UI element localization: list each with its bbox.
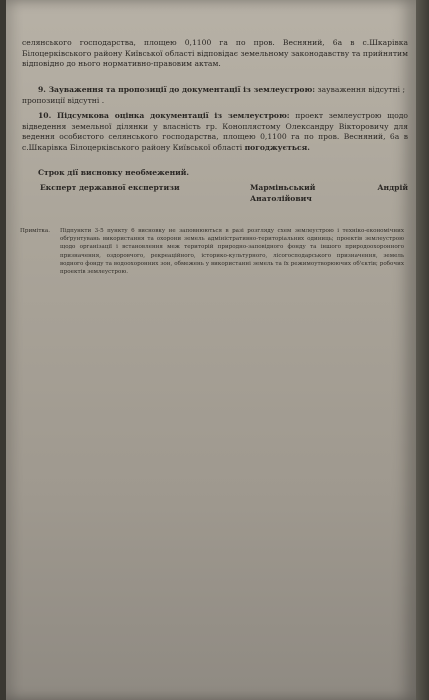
section-10 (22, 111, 408, 153)
section-9-heading: 9. Зауваження та пропозиції до документації із землеустрою: (38, 85, 316, 94)
section-9-proposals: пропозиції відсутні . (22, 95, 105, 105)
section-10-text: проект землеустрою щодо відведення земельної ділянки у власність гр. Коноплястому Олександру Вікторовичу для ведення особистого селянського господарства, площею 0,1100 га по пров. Весняний, 6а в с.Шкарівка Білоцерківського району Київської області (22, 111, 409, 152)
section-10-heading: 10. Підсумкова оцінка документації із землеустрою: (38, 111, 290, 120)
section-10-verdict: погоджується. (244, 142, 310, 152)
expert-name: Марміньський Андрій Анатолійович (250, 183, 408, 203)
validity-term: Строк дії висновку необмежений. (38, 168, 190, 177)
expert-role: Експерт державної експертизи (40, 183, 180, 192)
footnote-text: Підпункти 3-5 пункту 6 висновку не заповнюються в разі розгляду схем землеустрою і техніко-економічних обґрунтувань використання та охорони земель адміністративно-територіальних одиниць; проектів землеустрою щодо організації і встановлення меж територій природно-заповідного фонду та іншого природоохоронного призначення, оздоровчого, рекреаційного, історико-культурного, лісогосподарського призначення, земель водного фонду та водоохоронних зон, обмежень у використанні земель та їх режимоутворюючих об'єктів; робочих проектів землеустрою. (60, 228, 404, 276)
section-8-text: селянського господарства, площею 0,1100 га по пров. Весняний, 6а в с.Шкарівка Білоцерківського району Київської області відповідає земельному законодавству та прийнятим відповідно до нього нормативно-правовим актам. (22, 38, 408, 69)
footnote-label: Примітка. (20, 228, 51, 234)
page-right-shadow (416, 0, 429, 700)
section-9 (22, 85, 408, 106)
section-9-remarks: зауваження відсутні ; (317, 85, 406, 94)
